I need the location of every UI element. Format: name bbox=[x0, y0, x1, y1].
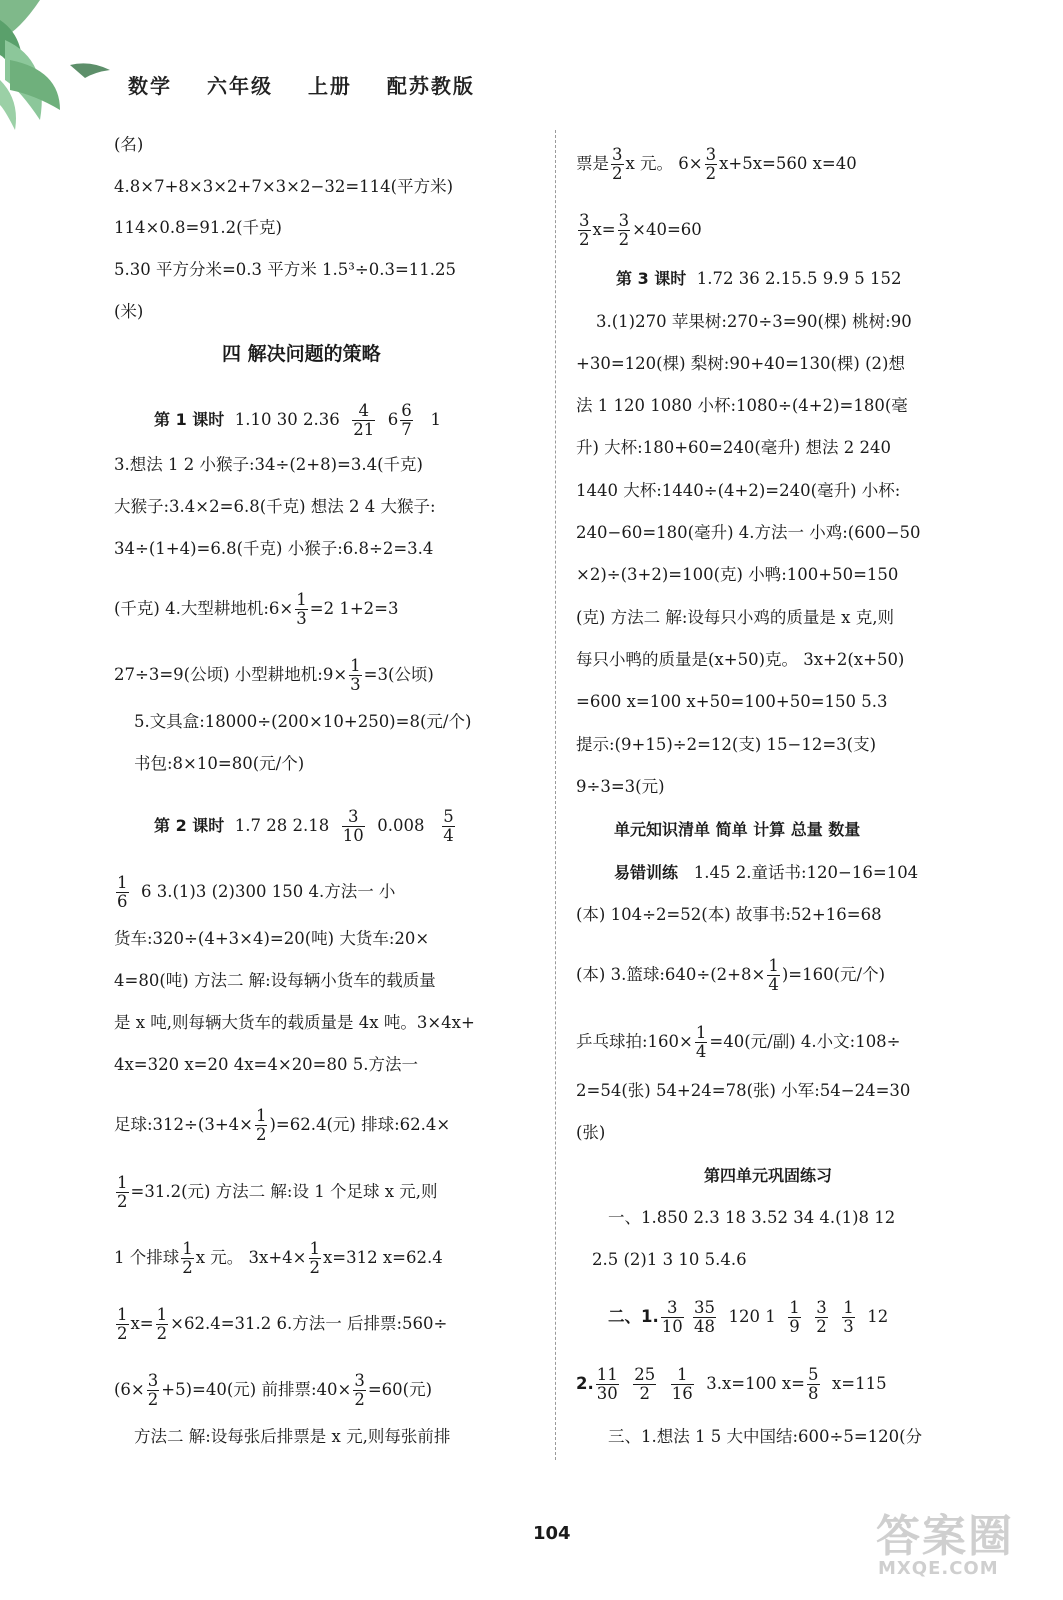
header-grade: 六年级 bbox=[206, 74, 273, 98]
fraction: $\frac{1}{2}$ bbox=[182, 1239, 193, 1277]
fraction: $\frac{1}{2}$ bbox=[117, 1173, 128, 1211]
watermark-logo bbox=[872, 1500, 1042, 1590]
fraction: $\frac{4}{21}$ bbox=[353, 401, 375, 439]
answer-line: (张) bbox=[576, 1123, 606, 1142]
header-edition: 配苏教版 bbox=[386, 74, 475, 98]
fraction: $\frac{3}{2}$ bbox=[579, 211, 590, 249]
fraction: $\frac{1}{4}$ bbox=[695, 1023, 707, 1061]
header-subject: 数学 bbox=[128, 74, 172, 98]
lesson-label: 易错训练 bbox=[614, 863, 679, 882]
answer-line: 是 x 吨,则每辆大货车的载质量是 4x 吨。3×4x+ bbox=[114, 1013, 475, 1032]
fraction: $\frac{3}{2}$ bbox=[705, 145, 717, 183]
answer-line: 5.30 平方分米=0.3 平方米 1.5³÷0.3=11.25 bbox=[114, 260, 457, 279]
fraction: $\frac{25}{2}$ bbox=[634, 1365, 656, 1403]
answer-line: 方法二 解:设每张后排票是 x 元,则每张前排 bbox=[134, 1427, 451, 1446]
answer-line: 提示:(9+15)÷2=12(支) 15−12=3(支) bbox=[576, 735, 877, 754]
answer-line: 法 1 120 1080 小杯:1080÷(4+2)=180(毫 bbox=[576, 396, 908, 415]
answer-line: 34÷(1+4)=6.8(千克) 小猴子:6.8÷2=3.4 bbox=[114, 539, 434, 558]
lesson-label: 第 1 课时 bbox=[154, 410, 225, 429]
answer-line: 二、1. $\frac{3}{10}$ $\frac{35}{48}$ 120 1 $\frac{1}{9}$ $\frac{3}{2}$ $\frac{1}{3}$ 12 bbox=[608, 1298, 889, 1336]
fraction: $\frac{1}{4}$ bbox=[768, 956, 779, 994]
answer-line: 1 个排球 $\frac{1}{2}$ x 元。 3x+4× $\frac{1}{2}$ x=312 x=62.4 bbox=[114, 1239, 443, 1277]
answer-line: +30=120(棵) 梨树:90+40=130(棵) (2)想 bbox=[576, 354, 905, 373]
answer-line: 5.文具盒:18000÷(200×10+250)=8(元/个) bbox=[134, 712, 472, 731]
answer-line: 114×0.8=91.2(千克) bbox=[114, 218, 282, 237]
answer-line: 1440 大杯:1440÷(4+2)=240(毫升) 小杯: bbox=[576, 481, 901, 500]
answer-line: 3.想法 1 2 小猴子:34÷(2+8)=3.4(千克) bbox=[114, 455, 423, 474]
unit-review-heading: 第四单元巩固练习 bbox=[704, 1166, 833, 1185]
fraction: $\frac{3}{10}$ bbox=[342, 807, 364, 845]
answer-line: 9÷3=3(元) bbox=[576, 777, 665, 796]
answer-line: $\frac{1}{2}$ x= $\frac{1}{2}$ ×62.4=31.2 6.方法一 后排票:560÷ bbox=[117, 1305, 448, 1343]
fraction: $\frac{1}{3}$ bbox=[843, 1298, 854, 1336]
answer-line: (千克) 4.大型耕地机:6× $\frac{1}{3}$ =2 1+2=3 bbox=[114, 590, 399, 628]
answer-line: 4.8×7+8×3×2+7×3×2−32=114(平方米) bbox=[114, 177, 454, 196]
answer-line: $\frac{1}{6}$ 6 3.(1)3 (2)300 150 4.方法一 小 bbox=[117, 873, 396, 911]
leaf-decoration-icon bbox=[0, 0, 130, 140]
fraction: $\frac{1}{6}$ bbox=[117, 873, 128, 911]
answer-line: ×2)÷(3+2)=100(克) 小鸭:100+50=150 bbox=[576, 565, 899, 584]
answer-line: 2.5 (2)1 3 10 5.4.6 bbox=[592, 1250, 747, 1269]
answer-text: 1.7 28 2.18 bbox=[234, 816, 330, 835]
lesson-1-line bbox=[154, 402, 441, 439]
answer-line: 票是 $\frac{3}{2}$ x 元。 6× $\frac{3}{2}$ x+5x=560 x=40 bbox=[576, 145, 857, 183]
watermark-url: MXQE.COM bbox=[878, 1558, 999, 1579]
fraction: $\frac{3}{2}$ bbox=[618, 211, 630, 249]
answer-line: 4x=320 x=20 4x=4×20=80 5.方法一 bbox=[114, 1055, 418, 1074]
answer-line: (本) 3.篮球:640÷(2+8× $\frac{1}{4}$ )=160(元/个) bbox=[576, 956, 886, 994]
answer-line: (克) 方法二 解:设每只小鸡的质量是 x 克,则 bbox=[576, 608, 894, 627]
fraction: $\frac{3}{10}$ bbox=[661, 1298, 683, 1336]
fraction: $\frac{3}{2}$ bbox=[147, 1371, 159, 1409]
fraction: $\frac{5}{8}$ bbox=[808, 1365, 819, 1403]
answer-line: 足球:312÷(3+4× $\frac{1}{2}$ )=62.4(元) 排球:62.4× bbox=[114, 1106, 451, 1144]
answer-line: 升) 大杯:180+60=240(毫升) 想法 2 240 bbox=[576, 438, 891, 457]
answer-text: 1.10 30 2.36 bbox=[234, 410, 340, 429]
answer-line: (名) bbox=[114, 135, 144, 154]
answer-line: 货车:320÷(4+3×4)=20(吨) 大货车:20× bbox=[114, 929, 430, 948]
answer-line: 3.(1)270 苹果树:270÷3=90(棵) 桃树:90 bbox=[596, 312, 912, 331]
column-divider bbox=[555, 130, 556, 1460]
answer-line: 27÷3=9(公顷) 小型耕地机:9× $\frac{1}{3}$ =3(公顷) bbox=[114, 656, 434, 694]
lesson-3-line bbox=[616, 268, 901, 290]
fraction: $\frac{6}{7}$ bbox=[401, 401, 412, 439]
header-volume: 上册 bbox=[307, 74, 352, 98]
answer-text: 1 bbox=[430, 410, 441, 429]
fraction: $\frac{35}{48}$ bbox=[694, 1298, 715, 1336]
answer-line: 书包:8×10=80(元/个) bbox=[134, 754, 305, 773]
answer-text: 6 bbox=[387, 410, 399, 429]
fraction: $\frac{5}{4}$ bbox=[443, 807, 454, 845]
fraction: $\frac{1}{3}$ bbox=[350, 656, 361, 694]
answer-line: (6× $\frac{3}{2}$ +5)=40(元) 前排票:40× $\frac{3}{2}$ =60(元) bbox=[114, 1371, 433, 1409]
watermark-text: 答案圈 bbox=[876, 1511, 1014, 1562]
fraction: $\frac{1}{2}$ bbox=[156, 1305, 168, 1343]
answer-line: 易错训练 1.45 2.童话书:120−16=104 bbox=[614, 863, 919, 882]
answer-line: =600 x=100 x+50=100+50=150 5.3 bbox=[576, 692, 888, 711]
answer-line: (本) 104÷2=52(本) 故事书:52+16=68 bbox=[576, 905, 882, 924]
answer-line: $\frac{1}{2}$ =31.2(元) 方法二 解:设 1 个足球 x 元,则 bbox=[117, 1173, 438, 1211]
fraction: $\frac{3}{2}$ bbox=[354, 1371, 365, 1409]
answer-text: 0.008 bbox=[377, 816, 425, 835]
page-number: 104 bbox=[533, 1523, 571, 1544]
answer-line: 一、1.850 2.3 18 3.52 34 4.(1)8 12 bbox=[608, 1208, 896, 1227]
fraction: $\frac{1}{2}$ bbox=[309, 1239, 320, 1277]
fraction: $\frac{3}{2}$ bbox=[612, 145, 623, 183]
fraction: $\frac{1}{3}$ bbox=[296, 590, 307, 628]
answer-line: 三、1.想法 1 5 大中国结:600÷5=120(分 bbox=[608, 1427, 923, 1446]
fraction: $\frac{1}{16}$ bbox=[671, 1365, 693, 1403]
section-heading: 四 解决问题的策略 bbox=[222, 343, 381, 365]
lesson-label: 第 2 课时 bbox=[154, 816, 225, 835]
answer-line: 每只小鸭的质量是(x+50)克。 3x+2(x+50) bbox=[576, 650, 905, 669]
answer-line: 乒乓球拍:160× $\frac{1}{4}$ =40(元/副) 4.小文:108÷ bbox=[576, 1023, 901, 1061]
answer-line: 2. $\frac{11}{30}$ $\frac{25}{2}$ $\frac{1}{16}$ 3.x=100 x= $\frac{5}{8}$ x=115 bbox=[576, 1365, 887, 1403]
fraction: $\frac{1}{2}$ bbox=[255, 1106, 267, 1144]
lesson-2-line bbox=[154, 808, 457, 845]
answer-line: $\frac{3}{2}$ x= $\frac{3}{2}$ ×40=60 bbox=[579, 211, 702, 249]
fraction: $\frac{11}{30}$ bbox=[596, 1365, 618, 1403]
unit-knowledge-list: 单元知识清单 简单 计算 总量 数量 bbox=[614, 820, 861, 839]
answer-line: 240−60=180(毫升) 4.方法一 小鸡:(600−50 bbox=[576, 523, 921, 542]
fraction: $\frac{1}{9}$ bbox=[789, 1298, 800, 1336]
page-header bbox=[128, 70, 501, 99]
answer-line: 4=80(吨) 方法二 解:设每辆小货车的载质量 bbox=[114, 971, 436, 990]
fraction: $\frac{1}{2}$ bbox=[117, 1305, 128, 1343]
lesson-label: 第 3 课时 bbox=[616, 269, 687, 288]
answer-line: 大猴子:3.4×2=6.8(千克) 想法 2 4 大猴子: bbox=[114, 497, 436, 516]
answer-line: (米) bbox=[114, 302, 144, 321]
answer-text: 1.72 36 2.15.5 9.9 5 152 bbox=[696, 269, 902, 288]
fraction: $\frac{3}{2}$ bbox=[816, 1298, 827, 1336]
answer-line: 2=54(张) 54+24=78(张) 小军:54−24=30 bbox=[576, 1081, 911, 1100]
